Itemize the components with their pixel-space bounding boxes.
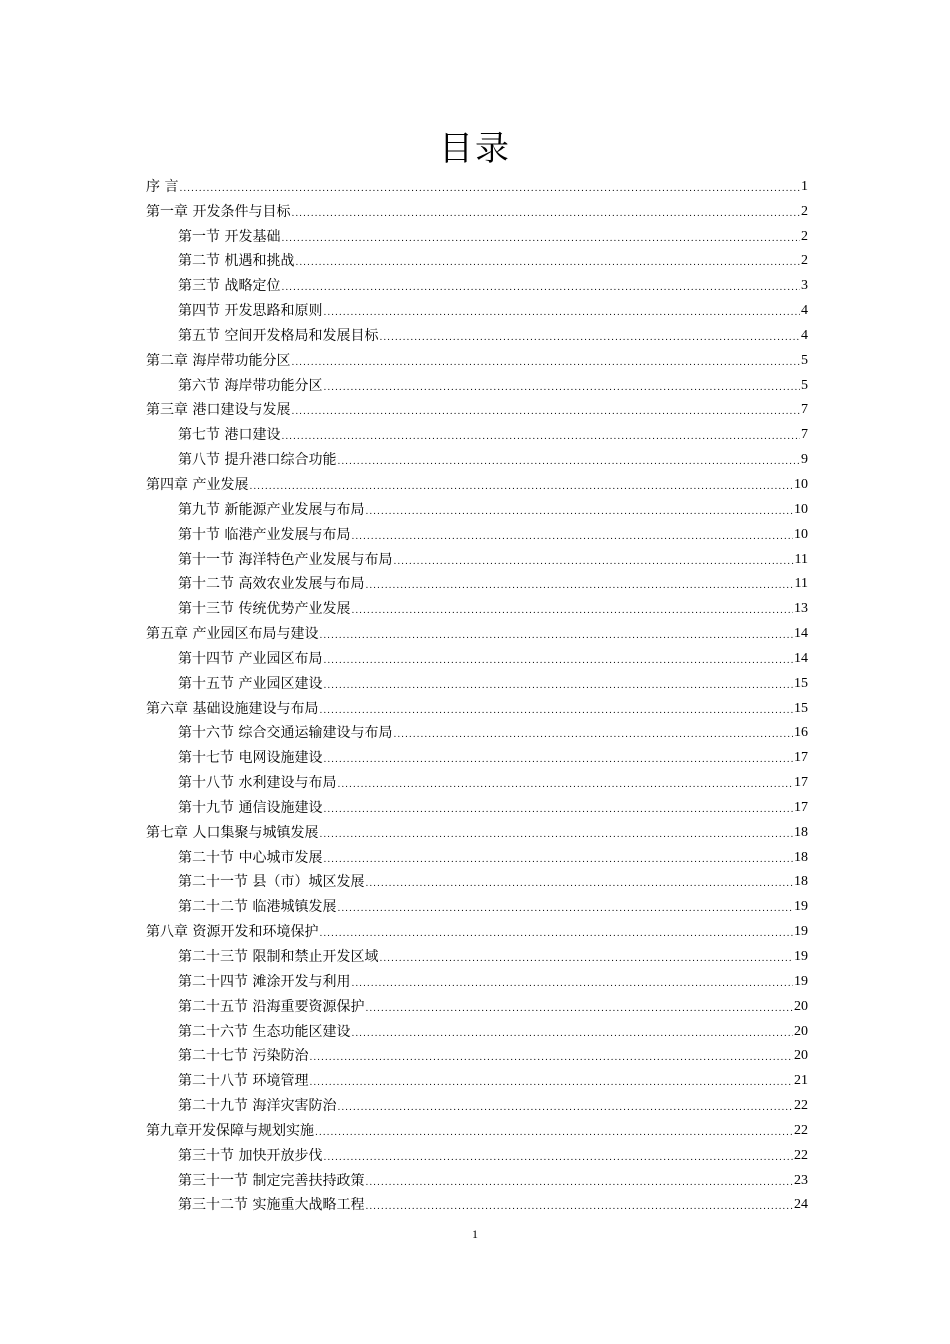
dot-leader [365,999,793,1019]
toc-entry-label: 第六节 海岸带功能分区 [178,377,323,394]
toc-chapter-entry[interactable] [146,621,808,646]
toc-chapter-entry[interactable] [146,472,808,497]
dot-leader [319,701,793,721]
toc-entry-label: 第七章 人口集聚与城镇发展 [146,824,319,841]
dot-leader [337,775,793,795]
toc-chapter-entry[interactable] [146,696,808,721]
toc-entry-label: 第二十七节 污染防治 [178,1048,309,1065]
dot-leader [319,626,793,646]
toc-entry-label: 第二十四节 滩涂开发与利用 [178,973,351,990]
toc-section-entry[interactable] [146,298,808,323]
toc-entry-label: 第十一节 海洋特色产业发展与布局 [178,551,393,568]
toc-entry-page: 19 [794,949,808,964]
toc-entry-page: 13 [794,601,808,617]
toc-section-entry[interactable] [146,596,808,621]
toc-entry-label: 第三节 战略定位 [178,278,281,295]
dot-leader [351,527,793,547]
toc-entry-page: 18 [794,874,808,890]
toc-entry-label: 第三十节 加快开放步伐 [178,1147,323,1164]
toc-section-entry[interactable] [146,845,808,870]
toc-section-entry[interactable] [146,870,808,895]
toc-section-entry[interactable] [146,522,808,547]
dot-leader [365,1197,793,1217]
dot-leader [365,874,793,894]
toc-entry-page: 4 [801,303,808,319]
toc-section-entry[interactable] [146,745,808,770]
toc-entry-page: 14 [794,650,808,666]
toc-entry-page: 14 [794,626,808,642]
toc-section-entry[interactable] [146,323,808,348]
dot-leader [309,1048,793,1068]
toc-entry-label: 第二十六节 生态功能区建设 [178,1023,351,1040]
toc-entry-label: 第五节 空间开发格局和发展目标 [178,327,379,344]
toc-entry-page: 20 [794,998,808,1014]
toc-section-entry[interactable] [146,273,808,298]
toc-entry-page: 2 [801,253,808,269]
toc-section-entry[interactable] [146,1093,808,1118]
toc-entry-label: 第三十二节 实施重大战略工程 [178,1197,365,1214]
dot-leader [323,378,800,398]
dot-leader [337,452,800,472]
toc-section-entry[interactable] [146,944,808,969]
dot-leader [323,303,800,323]
toc-entry-page: 11 [794,576,808,592]
toc-entry-page: 9 [801,452,808,468]
dot-leader [179,179,800,199]
page-title: 目录 [439,129,511,169]
toc-entry-label: 第七节 港口建设 [178,427,281,444]
toc-entry-page: 22 [794,1122,808,1138]
toc-section-entry[interactable] [146,671,808,696]
toc-entry-page: 2 [801,203,808,219]
toc-entry-label: 第三章 港口建设与发展 [146,402,291,419]
toc-entry-label: 第三十一节 制定完善扶持政策 [178,1172,365,1189]
toc-entry-page: 10 [794,526,808,542]
toc-entry-label: 第四章 产业发展 [146,476,249,493]
toc-chapter-entry[interactable] [146,919,808,944]
toc-section-entry[interactable] [146,795,808,820]
toc-entry-label: 第十八节 水利建设与布局 [178,775,337,792]
toc-section-entry[interactable] [146,422,808,447]
toc-entry-label: 第十六节 综合交通运输建设与布局 [178,725,393,742]
toc-entry-page: 5 [801,377,808,393]
dot-leader [291,402,800,422]
toc-entry-label: 第十九节 通信设施建设 [178,799,323,816]
toc-entry-page: 21 [794,1073,808,1089]
dot-leader [323,750,793,770]
toc-entry-label: 第二十二节 临港城镇发展 [178,899,337,916]
toc-section-entry[interactable] [146,1143,808,1168]
dot-leader [291,204,800,224]
toc-entry-label: 第十二节 高效农业发展与布局 [178,576,365,593]
toc-entry-label: 第二十节 中心城市发展 [178,849,323,866]
toc-entry-label: 第九节 新能源产业发展与布局 [178,501,365,518]
toc-chapter-entry[interactable] [146,174,808,199]
toc-section-entry[interactable] [146,646,808,671]
toc-section-entry[interactable] [146,572,808,597]
toc-entry-page: 17 [794,750,808,766]
toc-section-entry[interactable] [146,770,808,795]
dot-leader [323,850,793,870]
toc-section-entry[interactable] [146,547,808,572]
toc-entry-label: 第二十八节 环境管理 [178,1073,309,1090]
toc-entry-label: 第二十一节 县（市）城区发展 [178,874,365,891]
toc-entry-label: 第四节 开发思路和原则 [178,303,323,320]
dot-leader [337,1098,793,1118]
toc-section-entry[interactable] [146,373,808,398]
toc-entry-page: 18 [794,824,808,840]
dot-leader [281,427,800,447]
toc-section-entry[interactable] [146,1044,808,1069]
toc-entry-page: 17 [794,799,808,815]
toc-section-entry[interactable] [146,994,808,1019]
toc-section-entry[interactable] [146,894,808,919]
toc-entry-page: 4 [801,327,808,343]
toc-section-entry[interactable] [146,224,808,249]
toc-entry-label: 第一章 开发条件与目标 [146,203,291,220]
toc-entry-page: 15 [794,700,808,716]
dot-leader [323,651,793,671]
dot-leader [323,676,793,696]
toc-entry-page: 2 [801,228,808,244]
toc-entry-page: 11 [794,551,808,567]
dot-leader [281,229,800,249]
toc-entry-label: 第二节 机遇和挑战 [178,253,295,270]
dot-leader [281,278,800,298]
dot-leader [379,949,793,969]
toc-entry-page: 24 [794,1197,808,1213]
toc-entry-page: 20 [794,1023,808,1039]
toc-entry-label: 第五章 产业园区布局与建设 [146,626,319,643]
dot-leader [315,1123,793,1143]
toc-entry-label: 第十四节 产业园区布局 [178,650,323,667]
toc-entry-page: 20 [794,1048,808,1064]
dot-leader [351,601,793,621]
dot-leader [319,924,793,944]
toc-entry-label: 第十七节 电网设施建设 [178,750,323,767]
toc-section-entry[interactable] [146,969,808,994]
toc-entry-label: 第八章 资源开发和环境保护 [146,924,319,941]
toc-entry-page: 19 [794,899,808,915]
toc-entry-page: 3 [801,278,808,294]
toc-entry-page: 22 [794,1147,808,1163]
toc-entry-label: 第十节 临港产业发展与布局 [178,526,351,543]
table-of-contents [146,174,808,1217]
toc-section-entry[interactable] [146,721,808,746]
toc-chapter-entry[interactable] [146,820,808,845]
dot-leader [379,328,800,348]
dot-leader [249,477,793,497]
dot-leader [309,1073,793,1093]
toc-entry-page: 23 [794,1172,808,1188]
toc-section-entry[interactable] [146,1068,808,1093]
toc-entry-page: 18 [794,849,808,865]
toc-section-entry[interactable] [146,497,808,522]
dot-leader [291,353,800,373]
toc-entry-label: 第二十五节 沿海重要资源保护 [178,998,365,1015]
toc-entry-label: 第二章 海岸带功能分区 [146,352,291,369]
dot-leader [323,1148,793,1168]
dot-leader [393,725,793,745]
dot-leader [365,1173,793,1193]
toc-entry-label: 第九章开发保障与规划实施 [146,1122,314,1139]
toc-section-entry[interactable] [146,1168,808,1193]
toc-entry-page: 17 [794,775,808,791]
toc-section-entry[interactable] [146,249,808,274]
toc-entry-page: 5 [801,352,808,368]
dot-leader [393,552,793,572]
toc-section-entry[interactable] [146,1193,808,1218]
toc-entry-page: 1 [801,178,808,194]
page-number: 1 [472,1227,478,1241]
dot-leader [319,825,793,845]
toc-entry-page: 7 [801,402,808,418]
dot-leader [351,974,793,994]
toc-section-entry[interactable] [146,447,808,472]
toc-entry-label: 第一节 开发基础 [178,228,281,245]
toc-entry-label: 第二十三节 限制和禁止开发区域 [178,949,379,965]
toc-entry-page: 10 [794,476,808,492]
toc-entry-label: 第十三节 传统优势产业发展 [178,601,351,618]
toc-chapter-entry[interactable] [146,348,808,373]
dot-leader [295,253,800,273]
toc-entry-label: 第六章 基础设施建设与布局 [146,700,319,717]
toc-chapter-entry[interactable] [146,1118,808,1143]
toc-entry-label: 第八节 提升港口综合功能 [178,452,337,469]
toc-chapter-entry[interactable] [146,398,808,423]
toc-entry-page: 7 [801,427,808,443]
toc-entry-page: 10 [794,501,808,517]
toc-chapter-entry[interactable] [146,199,808,224]
toc-entry-page: 19 [794,924,808,940]
dot-leader [365,576,793,596]
toc-entry-label: 第十五节 产业园区建设 [178,675,323,692]
toc-entry-page: 22 [794,1098,808,1114]
dot-leader [323,800,793,820]
dot-leader [337,899,793,919]
dot-leader [351,1024,793,1044]
dot-leader [365,502,793,522]
toc-entry-page: 19 [794,973,808,989]
toc-entry-page: 15 [794,675,808,691]
toc-entry-label: 序 言 [146,178,179,195]
toc-section-entry[interactable] [146,1019,808,1044]
toc-entry-label: 第二十九节 海洋灾害防治 [178,1098,337,1115]
toc-entry-page: 16 [794,725,808,741]
